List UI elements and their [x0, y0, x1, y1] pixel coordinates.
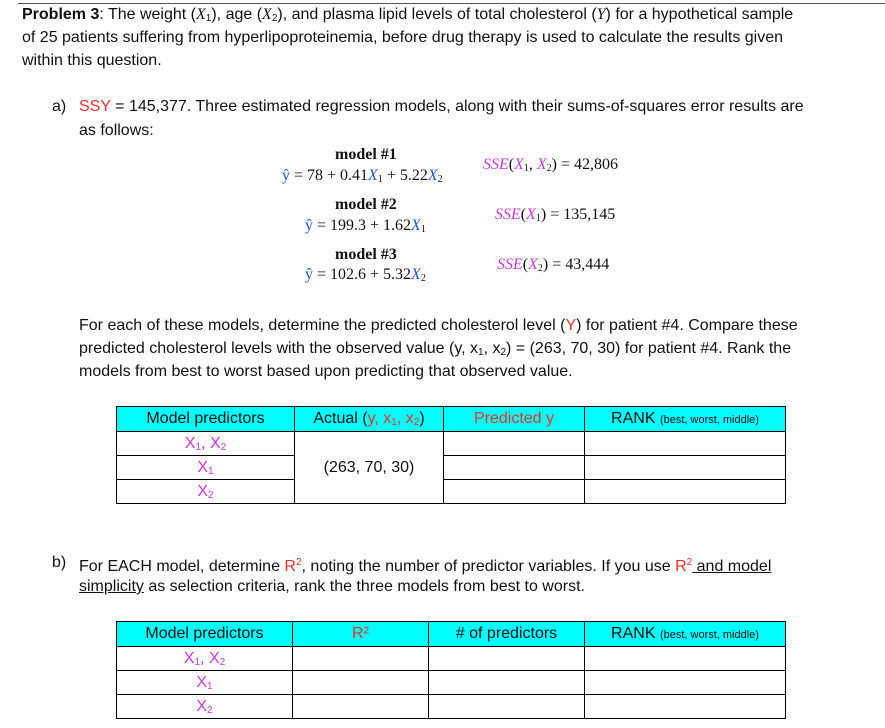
problem-line-1: Problem 3: The weight $(X_1)$, age $(X_2)$, and plasma lipid levels of total cholesterol (Y) for a hypothetical sample — [22, 6, 794, 24]
row-predictor: $X_1$ — [117, 456, 295, 480]
rank-cell-2[interactable] — [585, 456, 786, 480]
rank-cell-1[interactable] — [585, 432, 786, 456]
table-a-header — [117, 407, 786, 432]
row-predictor: $X_1$, $X_2$ — [117, 432, 295, 456]
row-predictor: $X_2$ — [117, 695, 293, 719]
part-a-line-2: as follows: — [79, 122, 154, 139]
header-num-predictors: # of predictors — [429, 622, 585, 647]
header-r2: R² — [293, 622, 429, 647]
table-b — [116, 621, 786, 719]
predicted-cell-3[interactable] — [444, 480, 585, 504]
r2-cell-3[interactable] — [293, 695, 429, 719]
part-b-line-1: For EACH model, determine $R^2$, noting the number of predictor variables. If you use $R^2$ and model — [79, 557, 772, 575]
header-rank: RANK (best, worst, middle) — [585, 622, 786, 647]
header-actual: Actual (y, $x_1$, $x_2$) — [295, 407, 444, 432]
table-row — [117, 432, 786, 456]
part-a-para-1: For each of these models, determine the predicted cholesterol level (Y) for patient #4. Compare these — [79, 317, 798, 334]
num-pred-cell-2[interactable] — [429, 671, 585, 695]
row-predictor: $X_1$, $X_2$ — [117, 647, 293, 671]
rank-cell-1[interactable] — [585, 647, 786, 671]
problem-line-3: within this question. — [22, 52, 162, 69]
problem-line-2: of 25 patients suffering from hyperlipoproteinemia, before drug therapy is used to calculate the results given — [22, 29, 784, 46]
table-row — [117, 695, 786, 719]
part-b-label: b) — [52, 554, 67, 571]
part-a-para-2: predicted cholesterol levels with the observed value (y, $x_1$, $x_2) = (263$, 70, 30) for patient #4. Rank the — [79, 340, 792, 358]
row-predictor: $X_2$ — [117, 480, 295, 504]
actual-value-cell: (263, 70, 30) — [295, 432, 444, 504]
header-predicted: Predicted y — [444, 407, 585, 432]
num-pred-cell-1[interactable] — [429, 647, 585, 671]
predicted-cell-2[interactable] — [444, 456, 585, 480]
table-row — [117, 480, 786, 504]
model-1-title: model #1 — [335, 146, 397, 163]
rank-cell-3[interactable] — [585, 480, 786, 504]
problem-label: Problem 3 — [22, 6, 100, 23]
part-a-para-3: models from best to worst based upon predicting that observed value. — [79, 363, 573, 380]
header-model-predictors: Model predictors — [117, 622, 293, 647]
table-row — [117, 671, 786, 695]
r2-cell-1[interactable] — [293, 647, 429, 671]
header-model-predictors: Model predictors — [117, 407, 295, 432]
model-2-sse: $SSE(X_1) = 135,145$ — [495, 206, 616, 224]
rank-cell-2[interactable] — [585, 671, 786, 695]
row-predictor: $X_1$ — [117, 671, 293, 695]
rank-cell-3[interactable] — [585, 695, 786, 719]
num-pred-cell-3[interactable] — [429, 695, 585, 719]
table-row — [117, 647, 786, 671]
model-2-equation: ŷ = $199.3 + 1.62X_1$ — [305, 217, 426, 235]
part-a-label: a) — [52, 98, 67, 115]
model-1-sse: $SSE(X_1$, $X_2) = 42,806$ — [483, 156, 619, 174]
table-a — [116, 406, 786, 504]
predicted-cell-1[interactable] — [444, 432, 585, 456]
part-a-line-1: SSY = 145,377. Three estimated regression models, along with their sums-of-squares error results are — [79, 98, 804, 115]
model-3-title: model #3 — [335, 246, 397, 263]
model-3-sse: $SSE(X_2) = 43,444$ — [497, 256, 610, 274]
part-b-line-2: simplicity as selection criteria, rank the three models from best to worst. — [79, 578, 585, 595]
r2-cell-2[interactable] — [293, 671, 429, 695]
table-row — [117, 456, 786, 480]
model-3-equation: ŷ = $102.6 + 5.32X_2$ — [305, 266, 426, 284]
table-b-header — [117, 622, 786, 647]
header-rank: RANK (best, worst, middle) — [585, 407, 786, 432]
model-1-equation: ŷ = $78 + 0.41X_1 + 5.22X_2$ — [282, 167, 443, 185]
model-2-title: model #2 — [335, 196, 397, 213]
